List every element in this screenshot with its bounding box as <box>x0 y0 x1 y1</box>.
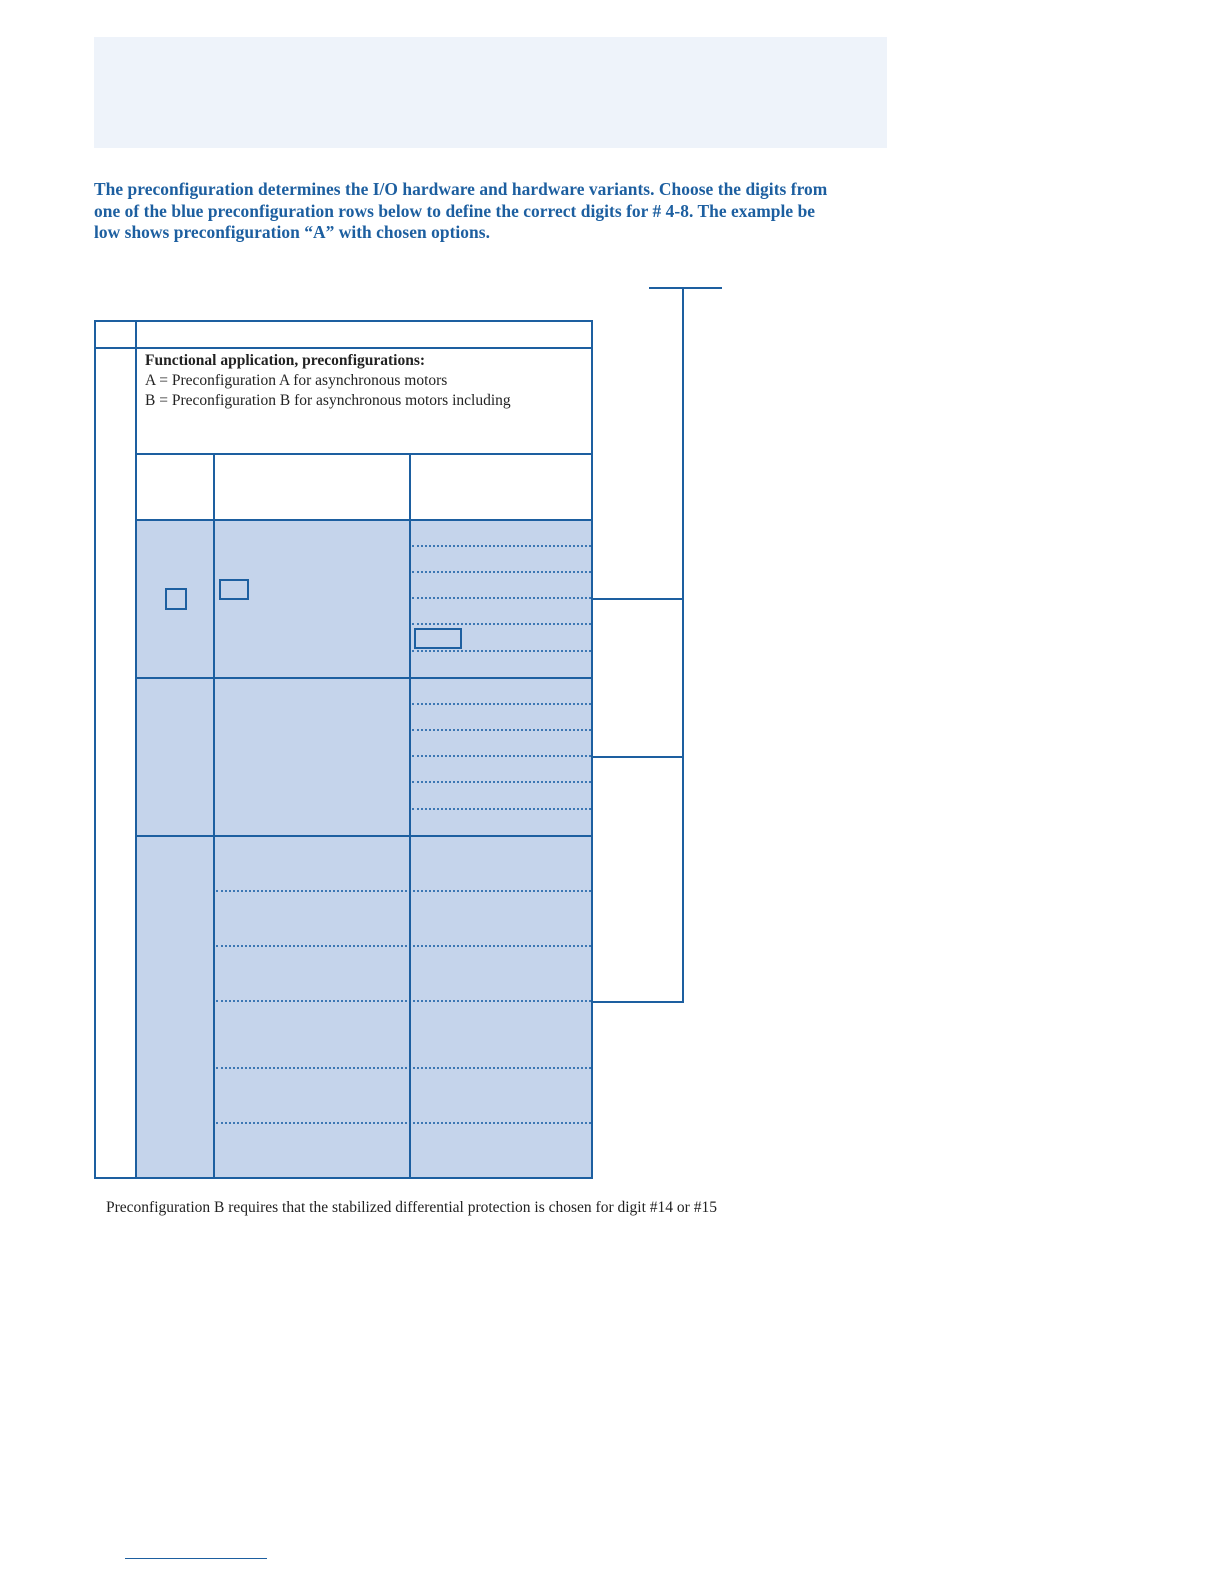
table-row-divider <box>135 835 593 837</box>
intro-line-1: The preconfiguration determines the I/O hardware and hardware variants. Choose the digits from <box>94 179 828 199</box>
row-b-divider <box>412 729 591 731</box>
table-bottom-border <box>94 1177 593 1179</box>
footnote: Preconfiguration B requires that the stabilized differential protection is chosen for digit #14 or #15 <box>106 1199 717 1216</box>
row-a-divider <box>412 545 591 547</box>
bracket-connector-row-b <box>593 756 684 758</box>
preconfig-cell-c <box>137 836 592 1179</box>
table-row-divider <box>135 677 593 679</box>
table-column-divider <box>409 453 411 1179</box>
bracket-vertical <box>682 287 684 1003</box>
row-c-divider <box>216 890 591 892</box>
row-c-divider <box>216 1000 591 1002</box>
row-a-divider <box>412 623 591 625</box>
table-column-divider <box>213 453 215 1179</box>
selection-marker-box <box>219 579 249 600</box>
table-top-border <box>94 320 593 322</box>
table-header-divider <box>94 347 593 349</box>
functional-application-cell <box>145 351 585 411</box>
table-right-border <box>591 320 593 1179</box>
row-b-divider <box>412 755 591 757</box>
row-a-divider <box>412 597 591 599</box>
row-c-divider <box>216 1122 591 1124</box>
intro-paragraph <box>94 179 884 244</box>
bracket-connector-row-c <box>593 1001 684 1003</box>
intro-line-3: low shows preconfiguration “A” with chosen options. <box>94 222 490 242</box>
footer-rule <box>125 1558 267 1559</box>
row-c-divider <box>216 945 591 947</box>
row-a-divider <box>412 571 591 573</box>
bracket-top-tick <box>649 287 722 289</box>
functional-application-title: Functional application, preconfigurations: <box>145 352 426 369</box>
selection-marker-box <box>165 588 187 610</box>
table-subheader-divider <box>135 453 593 455</box>
intro-line-2: one of the blue preconfiguration rows below to define the correct digits for # 4-8. The example be <box>94 200 816 221</box>
row-a-divider <box>412 650 591 652</box>
preconfig-cell-b <box>137 678 592 836</box>
table-digit-column-divider <box>135 320 137 1179</box>
preconfiguration-option-b: B = Preconfiguration B for asynchronous motors including <box>145 392 511 409</box>
row-b-divider <box>412 808 591 810</box>
header-band <box>94 37 887 148</box>
table-left-border <box>94 320 96 1179</box>
preconfiguration-option-a: A = Preconfiguration A for asynchronous motors <box>145 372 448 389</box>
row-c-divider <box>216 1067 591 1069</box>
preconfig-cell-a <box>137 520 592 678</box>
bracket-connector-row-a <box>593 598 684 600</box>
selection-marker-box <box>414 628 462 649</box>
table-column-header-divider <box>135 519 593 521</box>
row-b-divider <box>412 781 591 783</box>
row-b-divider <box>412 703 591 705</box>
